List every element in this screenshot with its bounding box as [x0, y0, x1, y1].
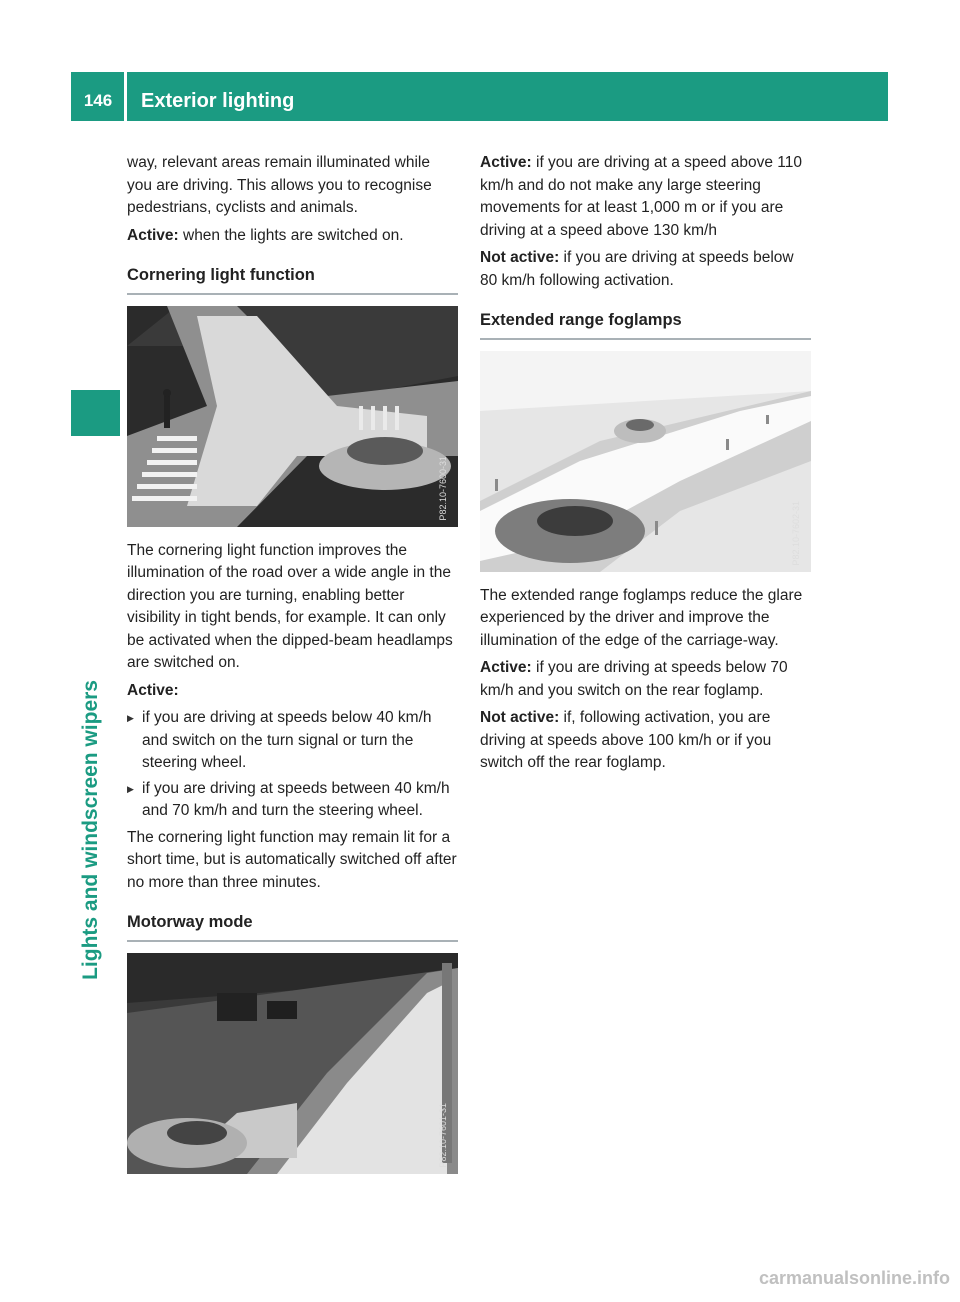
- motorway-heading: Motorway mode: [127, 911, 458, 942]
- foglamps-not-active: [480, 707, 811, 775]
- foglamps-active-label: Active:: [480, 659, 532, 676]
- motorway-not-active-text: if you are driving at speeds below 80 km/h following activation.: [480, 249, 794, 289]
- cornering-conditions-list: [127, 707, 458, 823]
- foglamps-description: The extended range foglamps reduce the glare experienced by the driver and improve the illumination of the edge of the carriage-way.: [480, 586, 803, 649]
- intro-active-label: Active:: [127, 226, 179, 244]
- side-tab-marker: [71, 390, 120, 436]
- cornering-heading: Cornering light function: [127, 264, 458, 295]
- motorway-illustration: [127, 953, 458, 1174]
- side-tab-label: Lights and windscreen wipers: [79, 680, 102, 980]
- right-column: [480, 152, 811, 780]
- motorway-not-active: [480, 247, 811, 292]
- figure-id: P82.10-7601-31: [437, 1102, 448, 1168]
- header-divider: [124, 72, 127, 121]
- motorway-not-active-label: Not active:: [480, 249, 560, 266]
- cornering-description: The cornering light function improves the illumination of the road over a wide angle in the direction you are turning, enabling better visibility in tight bends, for example. It can only be activated when the dipped-beam headlamps are switched on.: [127, 541, 453, 671]
- intro-paragraph: way, relevant areas remain illuminated while you are driving. This allows you to recognise pedestrians, cyclists and animals.: [127, 154, 432, 216]
- motorway-mode-figure: [127, 953, 458, 1174]
- motorway-active: [480, 152, 811, 242]
- foglamps-not-active-text: if, following activation, you are driving at speeds above 100 km/h or if you switch off the rear foglamp.: [480, 709, 772, 771]
- page-title: Exterior lighting: [141, 90, 295, 112]
- figure-id: P82.10-7602-31: [790, 500, 801, 566]
- foglamps-illustration: [480, 351, 811, 572]
- cornering-illustration: [127, 306, 458, 527]
- cornering-note: The cornering light function may remain lit for a short time, but is automatically switched off after no more than three minutes.: [127, 828, 457, 891]
- figure-id: P82.10-7600-31: [437, 455, 448, 521]
- foglamps-active-text: if you are driving at speeds below 70 km/h and you switch on the rear foglamp.: [480, 659, 788, 699]
- cornering-light-figure: [127, 306, 458, 527]
- list-item: ▶ if you are driving at speeds between 40 km/h and 70 km/h and turn the steering wheel.: [127, 778, 458, 823]
- foglamps-figure: [480, 351, 811, 572]
- footer-watermark: carmanualsonline.info: [758, 1268, 950, 1288]
- motorway-active-label: Active:: [480, 154, 532, 171]
- foglamps-not-active-label: Not active:: [480, 709, 560, 726]
- intro-active-text: when the lights are switched on.: [178, 226, 404, 244]
- foglamps-heading: Extended range foglamps: [480, 309, 811, 340]
- page-number: 146: [83, 91, 113, 110]
- left-column: [127, 152, 458, 1187]
- intro-active: [127, 225, 458, 248]
- foglamps-active: [480, 657, 811, 702]
- cornering-active-label: Active:: [127, 681, 179, 699]
- motorway-active-text: if you are driving at a speed above 110 km/h and do not make any large steering movements for at least 1,000 m or if you are driving at a speed above 130 km/h: [480, 154, 802, 239]
- list-item: ▶ if you are driving at speeds below 40 km/h and switch on the turn signal or turn the steering wheel.: [127, 707, 458, 775]
